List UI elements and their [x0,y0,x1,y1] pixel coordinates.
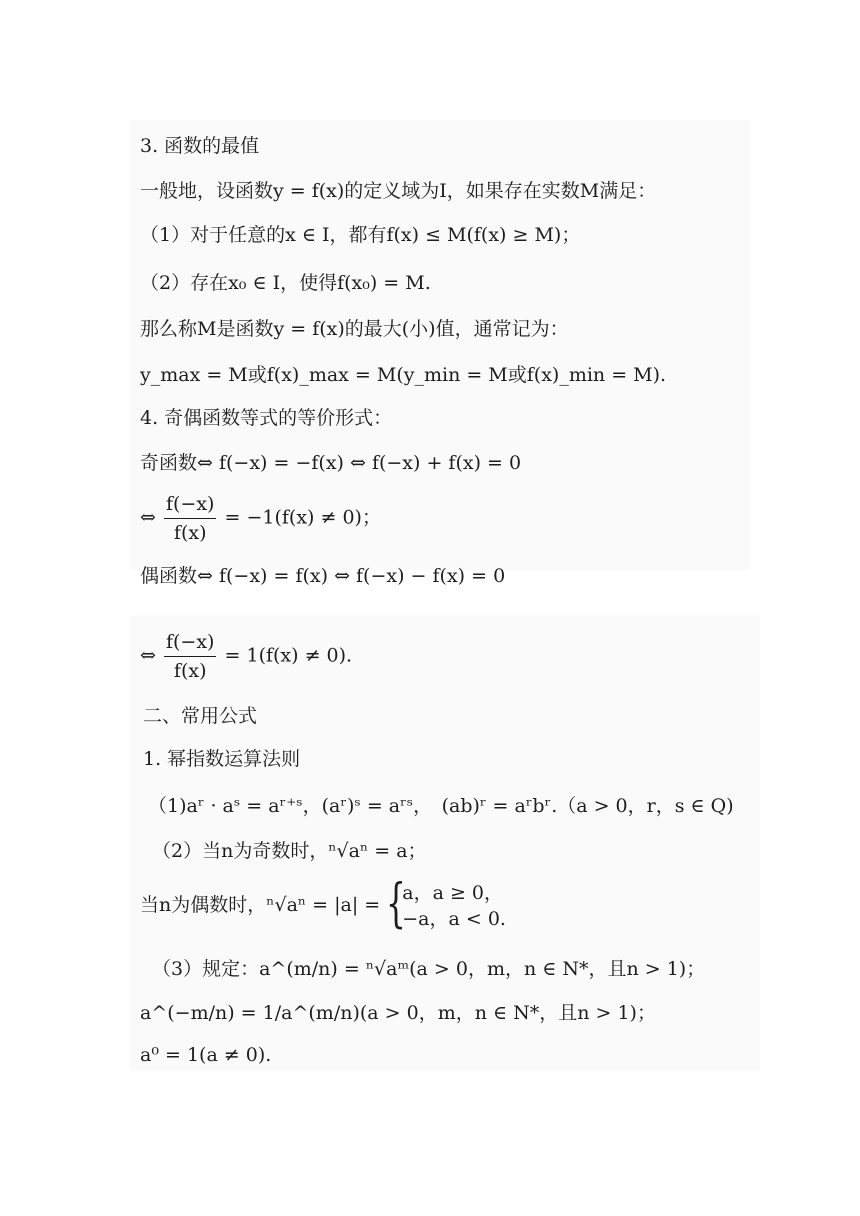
case-1: a，a ≥ 0， [402,882,503,904]
section4-title: 4. 奇偶函数等式的等价形式： [140,407,393,429]
rule-3c: a⁰ = 1(a ≠ 0). [140,1044,272,1066]
max-min-notation: y_max = M或f(x)_max = M(y_min = M或f(x)_min = M). [140,364,667,386]
even-rest: = 1(f(x) ≠ 0). [224,644,353,667]
odd-function-line1: 奇函数⇔ f(−x) = −f(x) ⇔ f(−x) + f(x) = 0 [140,452,522,474]
odd-function-line2 [140,492,381,545]
odd-denominator: f(x) [173,522,207,544]
left-brace: { [386,874,407,934]
power-rules-title: 1. 幂指数运算法则 [143,748,301,770]
piecewise-cases [386,874,506,934]
even-fraction [164,630,217,683]
rule-2b [140,874,506,934]
rule-2: （2）当n为奇数时，ⁿ√aⁿ = a； [152,840,427,862]
rule-1: （1)aʳ · aˢ = aʳ⁺ˢ，(aʳ)ˢ = aʳˢ， (ab)ʳ = aʳbʳ.（a > 0，r，s ∈ Q) [148,795,734,817]
even-numerator: f(−x) [164,630,217,657]
even-function-line2 [140,630,352,683]
rule-3b: a^(−m/n) = 1/a^(m/n)(a > 0，m，n ∈ N*，且n > 1)； [140,1002,656,1024]
conclusion: 那么称M是函数y = f(x)的最大(小)值，通常记为： [140,318,569,340]
rule-2b-lead: 当n为偶数时，ⁿ√aⁿ = |a| = [140,894,381,916]
condition-1: （1）对于任意的x ∈ I，都有f(x) ≤ M(f(x) ≥ M)； [140,224,581,246]
equiv-arrow: ⇔ [140,506,156,529]
section3-title: 3. 函数的最值 [140,135,260,157]
odd-numerator: f(−x) [164,492,217,519]
even-denominator: f(x) [173,660,207,682]
case-2: −a，a < 0. [402,908,506,930]
condition-2: （2）存在x₀ ∈ I，使得f(x₀) = M. [140,272,431,294]
even-function-line1: 偶函数⇔ f(−x) = f(x) ⇔ f(−x) − f(x) = 0 [140,565,506,587]
odd-fraction [164,492,217,545]
rule-3: （3）规定：a^(m/n) = ⁿ√aᵐ(a > 0，m，n ∈ N*，且n > 1)； [152,958,706,980]
odd-rest: = −1(f(x) ≠ 0)； [224,506,381,529]
part2-title: 二、常用公式 [143,705,258,727]
equiv-arrow: ⇔ [140,644,156,667]
definition-intro: 一般地，设函数y = f(x)的定义域为I，如果存在实数M满足： [140,180,657,202]
